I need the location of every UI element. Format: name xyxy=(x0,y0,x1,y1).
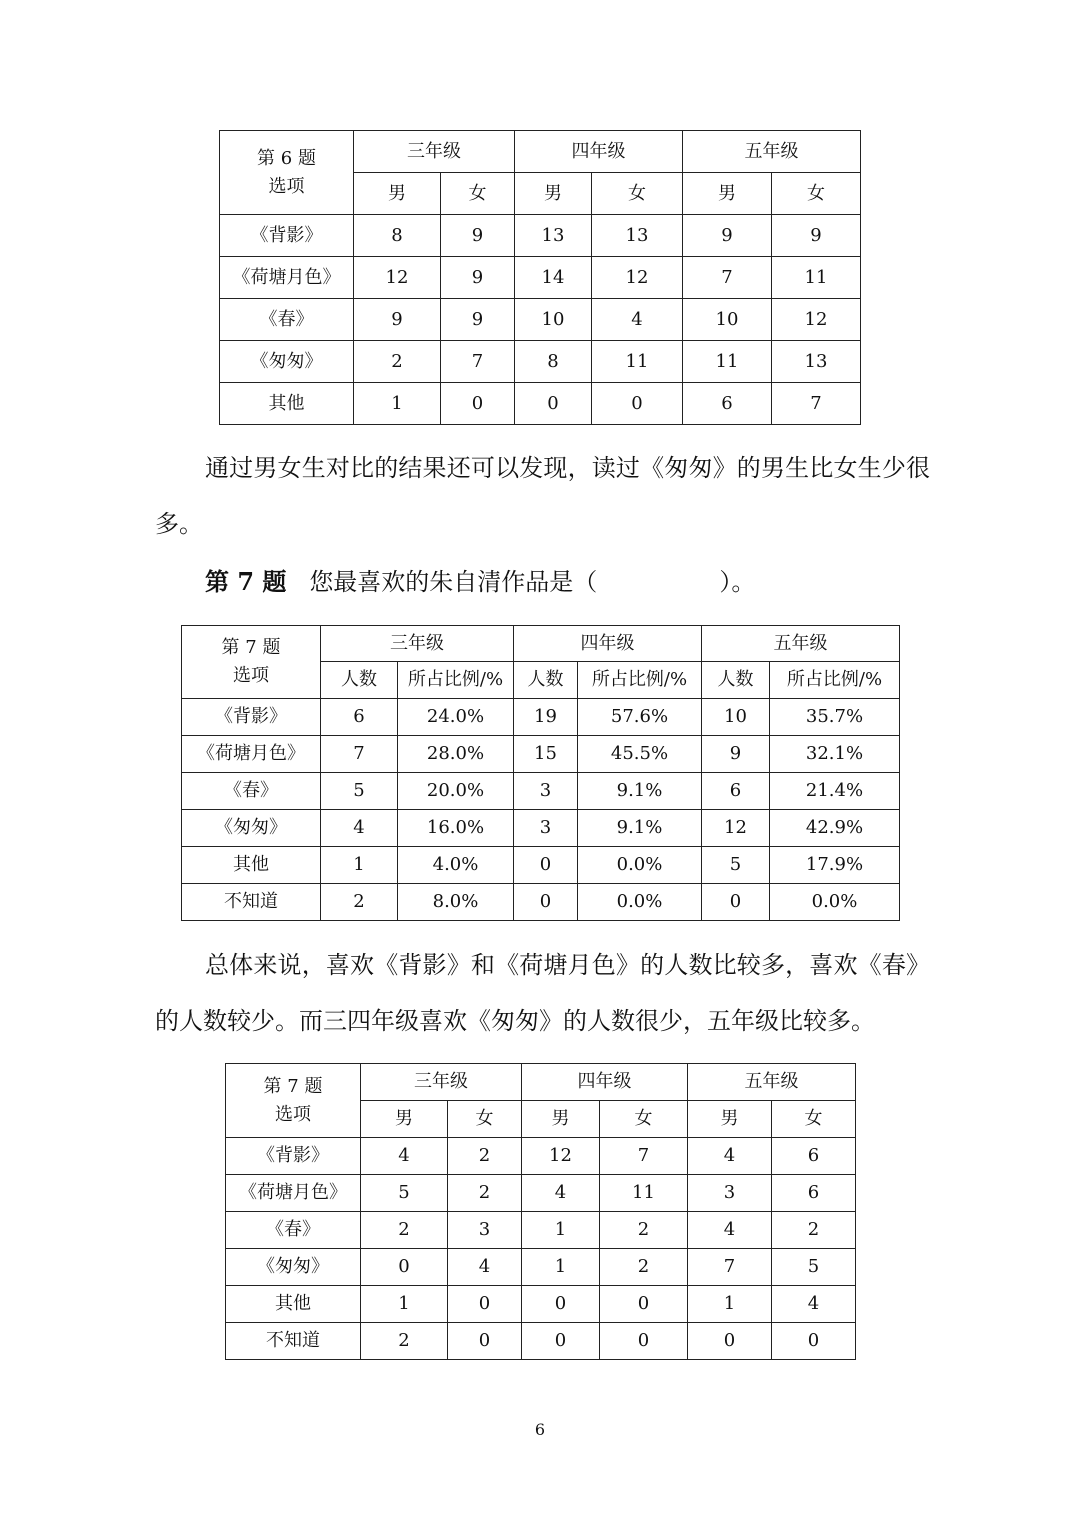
corner-options: 选项 xyxy=(268,175,305,197)
sub-header: 女 xyxy=(441,173,515,215)
cell: 9 xyxy=(772,215,861,257)
cell: 0 xyxy=(441,383,515,425)
sub-header: 所占比例/% xyxy=(578,662,702,699)
row-label: 《匆匆》 xyxy=(226,1249,361,1286)
sub-header: 所占比例/% xyxy=(398,662,514,699)
table-row xyxy=(182,699,900,736)
cell: 12 xyxy=(772,299,861,341)
corner-options: 选项 xyxy=(275,1103,311,1125)
cell: 0 xyxy=(522,1323,600,1360)
cell: 14 xyxy=(515,257,592,299)
cell: 4 xyxy=(448,1249,522,1286)
cell: 5 xyxy=(321,773,398,810)
table-row xyxy=(226,1323,856,1360)
cell: 11 xyxy=(772,257,861,299)
table-row xyxy=(226,1175,856,1212)
cell: 9 xyxy=(683,215,772,257)
cell: 2 xyxy=(600,1212,688,1249)
cell: 6 xyxy=(702,773,770,810)
cell: 0 xyxy=(772,1323,856,1360)
table-row xyxy=(182,810,900,847)
cell: 3 xyxy=(514,810,578,847)
cell: 15 xyxy=(514,736,578,773)
cell: 12 xyxy=(354,257,441,299)
corner-question: 第 7 题 xyxy=(263,1075,323,1097)
cell: 0 xyxy=(600,1286,688,1323)
sub-header: 男 xyxy=(688,1101,772,1138)
paragraph-overall-summary: 总体来说，喜欢《背影》和《荷塘月色》的人数比较多，喜欢《春》的人数较少。而三四年级喜欢《匆匆》的人数很少，五年级比较多。 xyxy=(155,951,930,1035)
row-label: 其他 xyxy=(182,847,321,884)
question-number: 第 7 题 xyxy=(205,567,287,596)
sub-header: 女 xyxy=(772,1101,856,1138)
cell: 9 xyxy=(702,736,770,773)
sub-header: 女 xyxy=(592,173,683,215)
cell: 1 xyxy=(321,847,398,884)
sub-header: 男 xyxy=(354,173,441,215)
cell: 4 xyxy=(361,1138,448,1175)
cell: 2 xyxy=(361,1212,448,1249)
row-label: 《春》 xyxy=(182,773,321,810)
cell: 16.0% xyxy=(398,810,514,847)
cell: 1 xyxy=(354,383,441,425)
cell: 7 xyxy=(772,383,861,425)
cell: 9 xyxy=(441,299,515,341)
cell: 4 xyxy=(522,1175,600,1212)
cell: 12 xyxy=(702,810,770,847)
sub-header: 女 xyxy=(448,1101,522,1138)
cell: 1 xyxy=(522,1249,600,1286)
cell: 10 xyxy=(515,299,592,341)
cell: 0 xyxy=(448,1286,522,1323)
table-row xyxy=(220,383,861,425)
cell: 2 xyxy=(361,1323,448,1360)
cell: 6 xyxy=(772,1138,856,1175)
row-label: 《匆匆》 xyxy=(182,810,321,847)
cell: 19 xyxy=(514,699,578,736)
cell: 6 xyxy=(772,1175,856,1212)
question-7 xyxy=(205,562,755,602)
cell: 5 xyxy=(772,1249,856,1286)
row-label: 其他 xyxy=(226,1286,361,1323)
cell: 2 xyxy=(772,1212,856,1249)
sub-header: 人数 xyxy=(321,662,398,699)
grade-header: 三年级 xyxy=(321,626,514,662)
table-row xyxy=(220,341,861,383)
page-number: 6 xyxy=(534,1420,546,1439)
cell: 0 xyxy=(702,884,770,921)
cell: 0.0% xyxy=(770,884,900,921)
corner-question: 第 6 题 xyxy=(257,147,316,169)
table-row xyxy=(182,736,900,773)
cell: 10 xyxy=(683,299,772,341)
cell: 0 xyxy=(361,1249,448,1286)
cell: 2 xyxy=(600,1249,688,1286)
table-corner xyxy=(226,1064,361,1138)
cell: 2 xyxy=(448,1175,522,1212)
cell: 9 xyxy=(441,257,515,299)
cell: 3 xyxy=(514,773,578,810)
row-label: 《春》 xyxy=(226,1212,361,1249)
table-q7-ratio xyxy=(181,625,900,921)
cell: 42.9% xyxy=(770,810,900,847)
cell: 0 xyxy=(522,1286,600,1323)
table-row xyxy=(182,773,900,810)
cell: 4 xyxy=(772,1286,856,1323)
grade-header: 四年级 xyxy=(515,131,683,173)
cell: 32.1% xyxy=(770,736,900,773)
cell: 1 xyxy=(522,1212,600,1249)
cell: 8.0% xyxy=(398,884,514,921)
cell: 3 xyxy=(448,1212,522,1249)
cell: 9.1% xyxy=(578,810,702,847)
cell: 10 xyxy=(702,699,770,736)
cell: 7 xyxy=(321,736,398,773)
grade-header: 五年级 xyxy=(702,626,900,662)
cell: 3 xyxy=(688,1175,772,1212)
table-row xyxy=(182,847,900,884)
cell: 0 xyxy=(688,1323,772,1360)
sub-header: 女 xyxy=(772,173,861,215)
cell: 6 xyxy=(683,383,772,425)
cell: 0 xyxy=(514,847,578,884)
cell: 9.1% xyxy=(578,773,702,810)
row-label: 其他 xyxy=(220,383,354,425)
cell: 5 xyxy=(702,847,770,884)
cell: 2 xyxy=(354,341,441,383)
sub-header: 男 xyxy=(361,1101,448,1138)
cell: 24.0% xyxy=(398,699,514,736)
grade-header: 四年级 xyxy=(522,1064,688,1101)
cell: 8 xyxy=(515,341,592,383)
cell: 5 xyxy=(361,1175,448,1212)
table-corner xyxy=(220,131,354,215)
table-row xyxy=(226,1286,856,1323)
cell: 7 xyxy=(600,1138,688,1175)
cell: 20.0% xyxy=(398,773,514,810)
cell: 0 xyxy=(515,383,592,425)
sub-header: 所占比例/% xyxy=(770,662,900,699)
sub-header: 男 xyxy=(522,1101,600,1138)
sub-header: 人数 xyxy=(702,662,770,699)
grade-header: 三年级 xyxy=(361,1064,522,1101)
cell: 0 xyxy=(600,1323,688,1360)
cell: 11 xyxy=(592,341,683,383)
table-row xyxy=(226,1249,856,1286)
cell: 12 xyxy=(522,1138,600,1175)
cell: 21.4% xyxy=(770,773,900,810)
row-label: 《匆匆》 xyxy=(220,341,354,383)
row-label: 《荷塘月色》 xyxy=(226,1175,361,1212)
row-label: 《背影》 xyxy=(220,215,354,257)
cell: 0 xyxy=(514,884,578,921)
cell: 13 xyxy=(515,215,592,257)
grade-header: 三年级 xyxy=(354,131,515,173)
cell: 28.0% xyxy=(398,736,514,773)
cell: 0.0% xyxy=(578,847,702,884)
row-label: 《春》 xyxy=(220,299,354,341)
cell: 1 xyxy=(688,1286,772,1323)
table-row xyxy=(220,299,861,341)
cell: 9 xyxy=(441,215,515,257)
cell: 4 xyxy=(321,810,398,847)
table-corner xyxy=(182,626,321,699)
row-label: 《背影》 xyxy=(226,1138,361,1175)
cell: 57.6% xyxy=(578,699,702,736)
grade-header: 五年级 xyxy=(683,131,861,173)
question-text: 您最喜欢的朱自清作品是（ ）。 xyxy=(309,568,756,596)
cell: 45.5% xyxy=(578,736,702,773)
table-q6-gender xyxy=(219,130,861,425)
cell: 7 xyxy=(441,341,515,383)
cell: 4.0% xyxy=(398,847,514,884)
cell: 12 xyxy=(592,257,683,299)
cell: 11 xyxy=(600,1175,688,1212)
grade-header: 五年级 xyxy=(688,1064,856,1101)
cell: 8 xyxy=(354,215,441,257)
row-label: 《荷塘月色》 xyxy=(182,736,321,773)
cell: 2 xyxy=(448,1138,522,1175)
sub-header: 女 xyxy=(600,1101,688,1138)
cell: 4 xyxy=(688,1138,772,1175)
row-label: 《荷塘月色》 xyxy=(220,257,354,299)
cell: 0 xyxy=(448,1323,522,1360)
cell: 2 xyxy=(321,884,398,921)
cell: 4 xyxy=(688,1212,772,1249)
row-label: 不知道 xyxy=(182,884,321,921)
cell: 7 xyxy=(688,1249,772,1286)
cell: 13 xyxy=(592,215,683,257)
table-row xyxy=(182,884,900,921)
row-label: 《背影》 xyxy=(182,699,321,736)
sub-header: 人数 xyxy=(514,662,578,699)
table-row xyxy=(220,257,861,299)
cell: 11 xyxy=(683,341,772,383)
grade-header: 四年级 xyxy=(514,626,702,662)
cell: 6 xyxy=(321,699,398,736)
row-label: 不知道 xyxy=(226,1323,361,1360)
table-q7-gender xyxy=(225,1063,856,1360)
cell: 9 xyxy=(354,299,441,341)
corner-question: 第 7 题 xyxy=(221,637,281,658)
table-row xyxy=(220,215,861,257)
sub-header: 男 xyxy=(515,173,592,215)
cell: 17.9% xyxy=(770,847,900,884)
cell: 13 xyxy=(772,341,861,383)
table-row xyxy=(226,1138,856,1175)
cell: 0.0% xyxy=(578,884,702,921)
cell: 4 xyxy=(592,299,683,341)
table-row xyxy=(226,1212,856,1249)
sub-header: 男 xyxy=(683,173,772,215)
paragraph-gender-comparison: 通过男女生对比的结果还可以发现，读过《匆匆》的男生比女生少很多。 xyxy=(155,454,930,538)
cell: 35.7% xyxy=(770,699,900,736)
cell: 0 xyxy=(592,383,683,425)
cell: 1 xyxy=(361,1286,448,1323)
cell: 7 xyxy=(683,257,772,299)
corner-options: 选项 xyxy=(233,665,269,686)
